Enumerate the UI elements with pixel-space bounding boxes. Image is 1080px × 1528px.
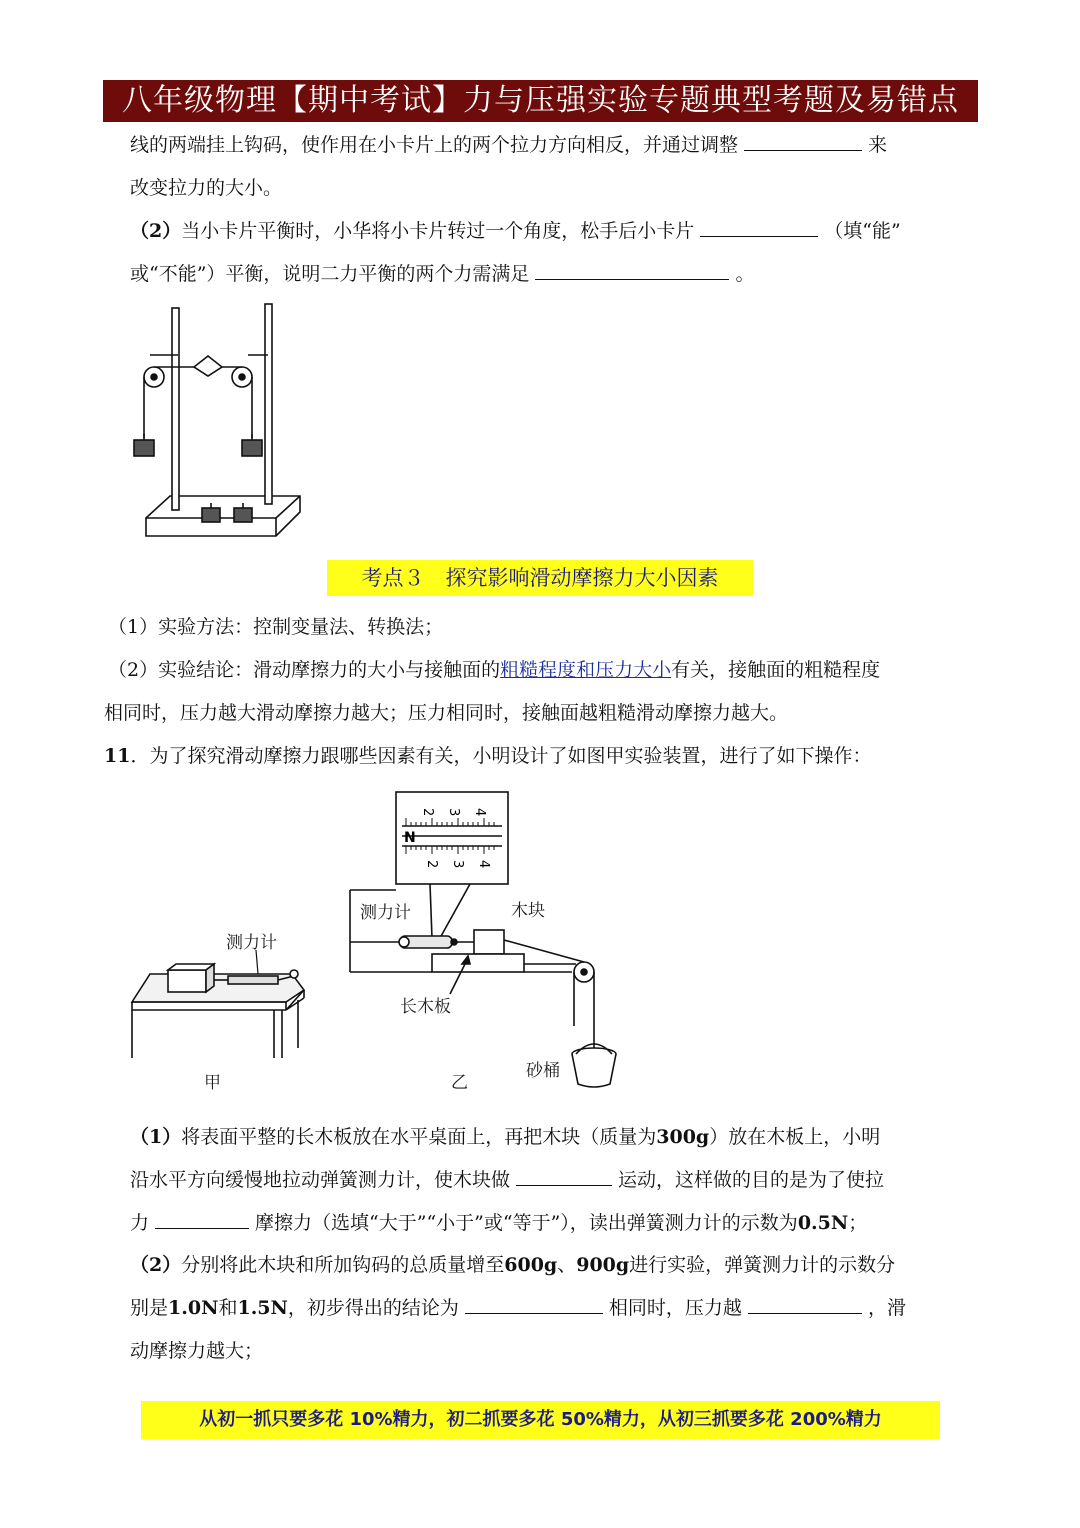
q11-p2-line-3: 动摩擦力越大； — [130, 1340, 264, 1362]
section-heading: 考点３ 探究影响滑动摩擦力大小因素 — [327, 560, 753, 596]
q11-text: 分别将此木块和所加钩码的总质量增至 — [181, 1254, 505, 1276]
q11-text: ，滑 — [867, 1297, 906, 1319]
keyword-link[interactable]: 粗糙程度和压力大小 — [500, 659, 672, 681]
bucket-label: 砂桶 — [526, 1061, 560, 1081]
dynamometer-label-b: 测力计 — [360, 903, 411, 923]
figure-label-yi: 乙 — [451, 1073, 468, 1093]
q11-text: 相同时，压力越 — [608, 1297, 742, 1319]
conclusion-text: （2）实验结论：滑动摩擦力的大小与接触面的 — [108, 659, 501, 681]
q11-value: 1.5N — [237, 1297, 288, 1319]
q11-value: 900g — [576, 1254, 630, 1276]
q11-text: 和 — [218, 1297, 238, 1319]
scale-tick-label-bottom: 2 — [424, 860, 439, 869]
answer-blank[interactable] — [748, 1295, 862, 1314]
q11-p1-line-3 — [130, 1210, 867, 1236]
q11-p1-line-2 — [130, 1167, 884, 1193]
q11-value: 300g — [656, 1126, 710, 1148]
q11-text: ）放在木板上，小明 — [709, 1126, 881, 1148]
q10-line-4 — [130, 261, 754, 287]
q11-p2-line-2 — [130, 1295, 906, 1321]
q10-text: 。 — [735, 263, 755, 285]
scale-tick-label-top: 3 — [446, 808, 461, 817]
figure-jia — [128, 930, 318, 1060]
answer-blank[interactable] — [744, 132, 862, 151]
conclusion-line-2: 相同时，压力越大滑动摩擦力越大；压力相同时，接触面越粗糙滑动摩擦力越大。 — [104, 702, 789, 724]
footer-note: 从初一抓只要多花 10%精力，初二抓要多花 50%精力，从初三抓要多花 200%精力 — [141, 1401, 940, 1439]
q11-p2-line-1 — [130, 1252, 895, 1278]
answer-blank[interactable] — [465, 1295, 603, 1314]
board-label: 长木板 — [400, 997, 451, 1017]
q11-text: 沿水平方向缓慢地拉动弹簧测力计，使木块做 — [130, 1169, 511, 1191]
q11-text: 力 — [130, 1212, 150, 1234]
conclusion-text: 有关，接触面的粗糙程度 — [671, 659, 881, 681]
q11-text: ； — [848, 1212, 868, 1234]
q11-text: 将表面平整的长木板放在水平桌面上，再把木块（质量为 — [181, 1126, 657, 1148]
q11-text: 进行实验，弹簧测力计的示数分 — [629, 1254, 896, 1276]
block-label: 木块 — [511, 901, 545, 921]
method-line: （1）实验方法：控制变量法、转换法； — [108, 616, 444, 638]
scale-unit: N — [404, 830, 416, 846]
q10-text: 线的两端挂上钩码，使作用在小卡片上的两个拉力方向相反，并通过调整 — [130, 134, 739, 156]
q11-stem-text: ．为了探究滑动摩擦力跟哪些因素有关，小明设计了如图甲实验装置，进行了如下操作： — [130, 745, 872, 767]
scale-tick-label-top: 2 — [420, 808, 435, 817]
q11-text: ，初步得出的结论为 — [287, 1297, 459, 1319]
conclusion-line-1 — [108, 657, 880, 683]
q11-text: 别是 — [130, 1297, 169, 1319]
part-number: （2） — [130, 1254, 182, 1276]
q10-line-2: 改变拉力的大小。 — [130, 177, 283, 199]
q11-value: 0.5N — [797, 1212, 849, 1234]
scale-tick-label-top: 4 — [472, 808, 487, 817]
q10-part-number: （2） — [130, 220, 182, 242]
figure-label-jia: 甲 — [204, 1073, 221, 1093]
answer-blank[interactable] — [516, 1167, 612, 1186]
q10-text: 当小卡片平衡时，小华将小卡片转过一个角度，松手后小卡片 — [181, 220, 695, 242]
q11-value: 600g — [504, 1254, 558, 1276]
q10-text: （填“能” — [824, 220, 901, 242]
question-number: 11 — [104, 745, 131, 767]
q11-stem — [104, 743, 871, 769]
scale-tick-label-bottom: 4 — [476, 860, 491, 869]
q11-text: 、 — [557, 1254, 577, 1276]
answer-blank[interactable] — [535, 261, 729, 280]
q10-line-3 — [130, 218, 901, 244]
q10-line-1 — [130, 132, 887, 158]
card-balance-figure — [128, 300, 308, 540]
figure-yi — [340, 788, 630, 1098]
page-title-banner: 八年级物理【期中考试】力与压强实验专题典型考题及易错点 — [103, 80, 978, 122]
answer-blank[interactable] — [155, 1210, 249, 1229]
part-number: （1） — [130, 1126, 182, 1148]
q11-p1-line-1 — [130, 1124, 880, 1150]
q11-value: 1.0N — [168, 1297, 219, 1319]
answer-blank[interactable] — [700, 218, 818, 237]
q10-text: 来 — [868, 134, 888, 156]
q10-text: 或“不能”）平衡，说明二力平衡的两个力需满足 — [130, 263, 530, 285]
dynamometer-label-a: 测力计 — [226, 933, 277, 953]
q11-text: 运动，这样做的目的是为了使拉 — [618, 1169, 885, 1191]
q11-text: 摩擦力（选填“大于”“小于”或“等于”），读出弹簧测力计的示数为 — [255, 1212, 798, 1234]
scale-tick-label-bottom: 3 — [450, 860, 465, 869]
